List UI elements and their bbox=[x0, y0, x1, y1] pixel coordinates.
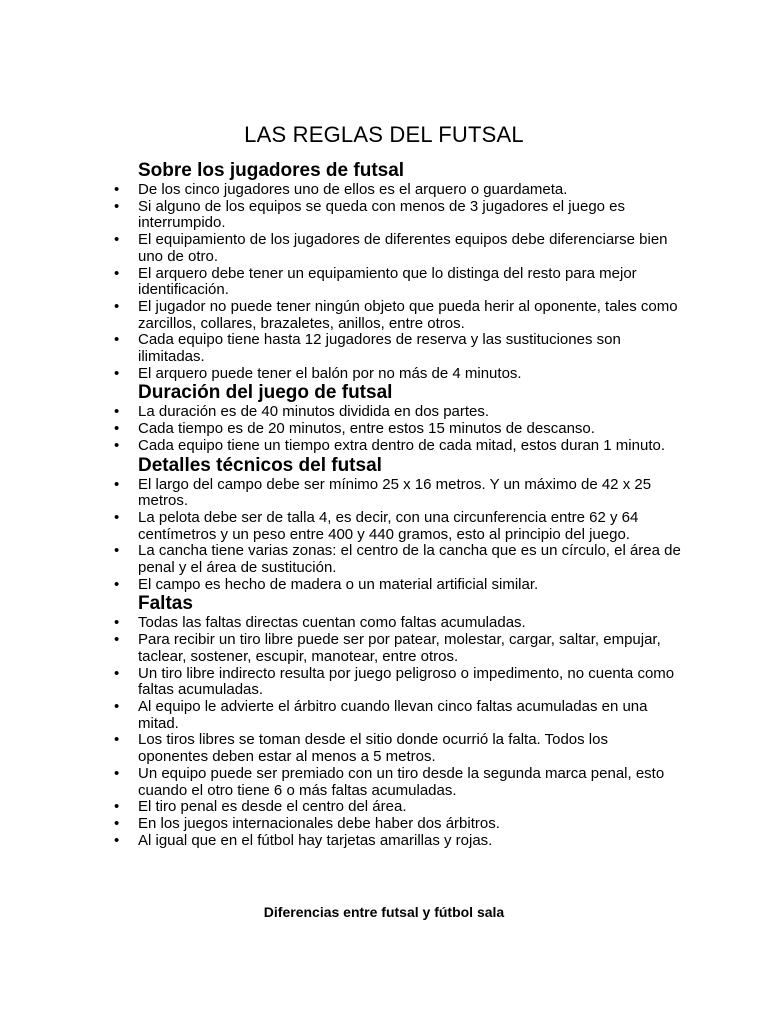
list-item bbox=[112, 404, 682, 421]
bullet-icon: • bbox=[114, 664, 120, 682]
bullet-icon: • bbox=[114, 297, 120, 315]
bullet-icon: • bbox=[114, 508, 120, 526]
list-item bbox=[112, 299, 682, 332]
list-item bbox=[112, 266, 682, 299]
bullet-icon: • bbox=[114, 231, 120, 249]
list-item bbox=[112, 732, 682, 765]
bullet-icon: • bbox=[114, 731, 120, 749]
list-item bbox=[112, 632, 682, 665]
bullet-icon: • bbox=[114, 575, 120, 593]
bullet-icon: • bbox=[114, 264, 120, 282]
list-item-text: Los tiros libres se toman desde el sitio donde ocurrió la falta. Todos los oponentes deben estar al menos a 5 metros. bbox=[138, 731, 608, 766]
list-item-text: El tiro penal es desde el centro del área. bbox=[138, 798, 407, 816]
bullet-list bbox=[112, 404, 682, 454]
bullet-icon: • bbox=[114, 764, 120, 782]
list-item-text: Cada equipo tiene hasta 12 jugadores de reserva y las sustituciones son ilimitadas. bbox=[138, 331, 621, 366]
list-item-text: Un equipo puede ser premiado con un tiro desde la segunda marca penal, esto cuando el otro tiene 6 o más faltas acumuladas. bbox=[138, 764, 665, 799]
list-item-text: El largo del campo debe ser mínimo 25 x 16 metros. Y un máximo de 42 x 25 metros. bbox=[138, 475, 652, 510]
bullet-icon: • bbox=[114, 181, 120, 198]
list-item bbox=[112, 699, 682, 732]
bullet-icon: • bbox=[114, 475, 120, 493]
document-title: LAS REGLAS DEL FUTSAL bbox=[244, 122, 524, 147]
footer-heading: Diferencias entre futsal y fútbol sala bbox=[263, 904, 505, 920]
list-item bbox=[112, 332, 682, 365]
list-item-text: Al igual que en el fútbol hay tarjetas amarillas y rojas. bbox=[138, 831, 493, 849]
list-item bbox=[112, 666, 682, 699]
list-item bbox=[112, 182, 682, 199]
list-item-text: Al equipo le advierte el árbitro cuando llevan cinco faltas acumuladas en una mitad. bbox=[138, 697, 648, 732]
list-item bbox=[112, 799, 682, 816]
section-heading: Faltas bbox=[138, 593, 193, 615]
bullet-icon: • bbox=[114, 697, 120, 715]
list-item-text: El jugador no puede tener ningún objeto que pueda herir al oponente, tales como zarcillos, collares, brazaletes, anillos, entre otros. bbox=[138, 297, 678, 332]
list-item-text: La duración es de 40 minutos dividida en dos partes. bbox=[138, 403, 490, 421]
bullet-icon: • bbox=[114, 403, 120, 421]
bullet-icon: • bbox=[114, 420, 120, 438]
list-item-text: Cada tiempo es de 20 minutos, entre estos 15 minutos de descanso. bbox=[138, 420, 595, 438]
list-item bbox=[112, 833, 682, 850]
list-item bbox=[112, 232, 682, 265]
list-item bbox=[112, 510, 682, 543]
list-item bbox=[112, 766, 682, 799]
section-heading: Duración del juego de futsal bbox=[138, 382, 393, 404]
list-item-text: El campo es hecho de madera o un material artificial similar. bbox=[138, 575, 539, 593]
list-item bbox=[112, 477, 682, 510]
list-item-text: Un tiro libre indirecto resulta por juego peligroso o impedimento, no cuenta como faltas acumuladas. bbox=[138, 664, 675, 699]
bullet-icon: • bbox=[114, 542, 120, 560]
list-item-text: Todas las faltas directas cuentan como faltas acumuladas. bbox=[138, 614, 526, 632]
list-item-text: La cancha tiene varias zonas: el centro de la cancha que es un círculo, el área de penal y el área de sustitución. bbox=[138, 542, 681, 577]
list-item-text: Si alguno de los equipos se queda con menos de 3 jugadores el juego es interrumpido. bbox=[138, 197, 626, 232]
list-item bbox=[112, 438, 682, 455]
bullet-list bbox=[112, 477, 682, 594]
bullet-icon: • bbox=[114, 364, 120, 382]
list-item-text: El equipamiento de los jugadores de diferentes equipos debe diferenciarse bien uno de otro. bbox=[138, 231, 668, 265]
list-item bbox=[112, 366, 682, 383]
list-item-text: El arquero puede tener el balón por no más de 4 minutos. bbox=[138, 364, 522, 382]
section-heading: Detalles técnicos del futsal bbox=[138, 454, 382, 476]
list-item bbox=[112, 543, 682, 576]
bullet-icon: • bbox=[114, 798, 120, 816]
bullet-icon: • bbox=[114, 814, 120, 832]
list-item-text: Cada equipo tiene un tiempo extra dentro de cada mitad, estos duran 1 minuto. bbox=[138, 436, 665, 454]
list-item bbox=[112, 577, 682, 594]
bullet-icon: • bbox=[114, 631, 120, 649]
bullet-icon: • bbox=[114, 331, 120, 349]
list-item bbox=[112, 421, 682, 438]
bullet-icon: • bbox=[114, 831, 120, 849]
section-heading: Sobre los jugadores de futsal bbox=[138, 160, 405, 181]
list-item-text: De los cinco jugadores uno de ellos es el arquero o guardameta. bbox=[138, 181, 568, 198]
list-item-text: Para recibir un tiro libre puede ser por patear, molestar, cargar, saltar, empujar, taclear, sostener, escupir, manotear, entre otros. bbox=[138, 631, 661, 665]
list-item-text: La pelota debe ser de talla 4, es decir, con una circunferencia entre 62 y 64 centímetros y un peso entre 400 y 440 gramos, esto al principio del juego. bbox=[138, 508, 639, 543]
bullet-icon: • bbox=[114, 614, 120, 632]
list-item bbox=[112, 199, 682, 232]
list-item bbox=[112, 615, 682, 632]
list-item-text: En los juegos internacionales debe haber dos árbitros. bbox=[138, 814, 500, 832]
bullet-icon: • bbox=[114, 197, 120, 215]
bullet-icon: • bbox=[114, 436, 120, 454]
list-item bbox=[112, 816, 682, 833]
bullet-list bbox=[112, 182, 682, 382]
list-item-text: El arquero debe tener un equipamiento que lo distinga del resto para mejor identificación. bbox=[138, 264, 637, 299]
bullet-list bbox=[112, 615, 682, 849]
document-body bbox=[112, 160, 682, 849]
